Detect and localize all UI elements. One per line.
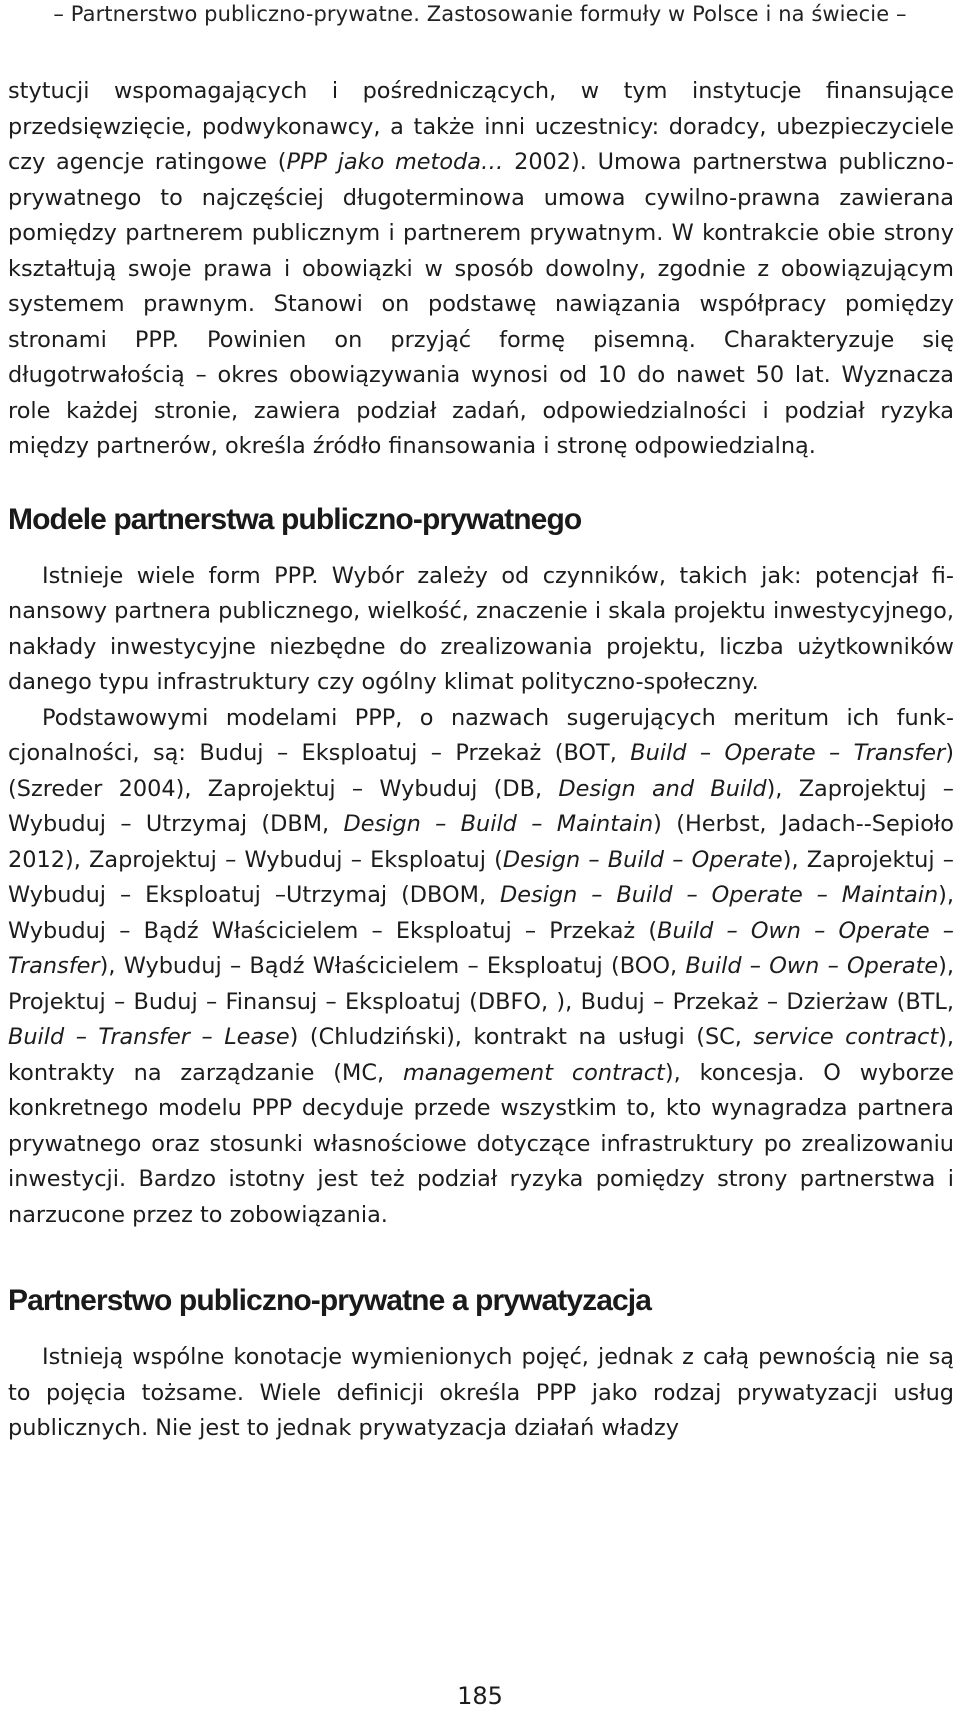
- privatization-paragraph: Istnieją wspólne konotacje wymienionych pojęć, jednak z całą pewnością nie są to pojęcia tożsame. Wiele definicji określa PPP jako rodzaj prywatyzacji usług publicznych. Nie jest to jednak prywatyzacja działań władzy: [8, 1344, 954, 1441]
- italic-term: Build – Transfer – Lease: [8, 1024, 290, 1050]
- page-number: 185: [457, 1682, 503, 1710]
- italic-term: Design and Build: [558, 775, 767, 802]
- page-content: [8, 74, 954, 1447]
- italic-term: Build – Own – Operate: [685, 953, 939, 979]
- italic-term: Design – Build – Operate: [502, 846, 783, 873]
- italic-term: PPP jako metoda…: [286, 149, 504, 175]
- models-paragraph-1: Istnieje wiele form PPP. Wybór zależy od czynników, takich jak: potencjał finansowy partnera publicznego, wielkość, znaczenie i skala projektu inwestycyjnego, nakłady inwestycyjne niezbędne do zrealizowania projektu, liczba użytkowników danego typu infrastruktury czy ogólny klimat polityczno-społeczny.: [8, 562, 954, 695]
- intro-paragraph: stytucji wspomagających i pośredniczących, w tym instytucje finansujące przedsięwzięcie, podwykonawcy, a także inni uczestnicy: doradcy, ubezpieczyciele czy agencje ratingowe (PPP jako metoda… 2002). Umowa partnerstwa publiczno-prywatnego to najczęściej długoterminowa umowa cywilno-prawna zawierana pomiędzy partnerem publicznym i partnerem prywatnym. W kontrakcie obie strony kształtują swoje prawa i obowiązki w sposób dowolny, zgodnie z obowiązującym systemem prawnym. Stanowi on podstawę nawiązania współpracy pomiędzy stronami PPP. Powinien on przyjąć formę pisemną. Charakteryzuje się długotrwałością – okres obowiązywania wynosi od 10 do nawet 50 lat. Wyznacza role każdej stronie, zawiera podział zadań, odpowiedzialności i podział ryzyka między partnerów, określa źródło finansowania i stronę odpowiedzialną.: [8, 78, 954, 459]
- italic-term: service contract: [753, 1024, 939, 1050]
- italic-term: Design – Build – Maintain: [343, 811, 654, 837]
- models-paragraph-2: Podstawowymi modelami PPP, o nazwach sugerujących meritum ich funkcjonalności, są: Buduj – Eksploatuj – Przekaż (BOT, Build – Operate – Transfer) (Szreder 2004), Zaprojektuj – Wybuduj (DB, Design and Build), Zaprojektuj – Wybuduj – Utrzymaj (DBM, Design – Build – Maintain) (Herbst, Jadach--Sepioło 2012), Zaprojektuj – Wybuduj – Eksploatuj (Design – Build – Operate), Zaprojektuj – Wybuduj – Eksploatuj –Utrzymaj (DBOM, Design – Build – Operate – Maintain), Wybuduj – Bądź Właścicielem – Eksploatuj – Przekaż (Build – Own – Operate – Transfer), Wybuduj – Bądź Właścicielem – Eksploatuj (BOO, Build – Own – Operate), Projektuj – Buduj – Finansuj – Eksploatuj (DBFO, ), Buduj – Przekaż – Dzierżaw (BTL, Build – Transfer – Lease) (Chludziński), kontrakt na usługi (SC, service contract), kontrakty na zarządzanie (MC, management contract), koncesja. O wyborze konkretnego modelu PPP decyduje przede wszystkim to, kto wynagradza partnera prywatnego oraz stosunki własnościowe dotyczące infrastruktury po zrealizowaniu inwestycji. Bardzo istotny jest też podział ryzyka pomiędzy strony partnerstwa i narzucone przez to zobowiązania.: [8, 704, 954, 1228]
- italic-term: management contract: [402, 1059, 665, 1086]
- section-heading-models: Modele partnerstwa publiczno-prywatnego: [8, 502, 582, 536]
- italic-term: Build – Operate – Transfer: [630, 740, 946, 766]
- section-heading-privatization: Partnerstwo publiczno-prywatne a prywatyzacja: [8, 1284, 652, 1317]
- italic-term: Build – Own – Operate – Transfer: [8, 917, 954, 979]
- running-head: – Partnerstwo publiczno-prywatne. Zastosowanie formuły w Polsce i na świecie –: [53, 2, 907, 26]
- italic-term: Design – Build – Operate – Maintain: [500, 882, 939, 908]
